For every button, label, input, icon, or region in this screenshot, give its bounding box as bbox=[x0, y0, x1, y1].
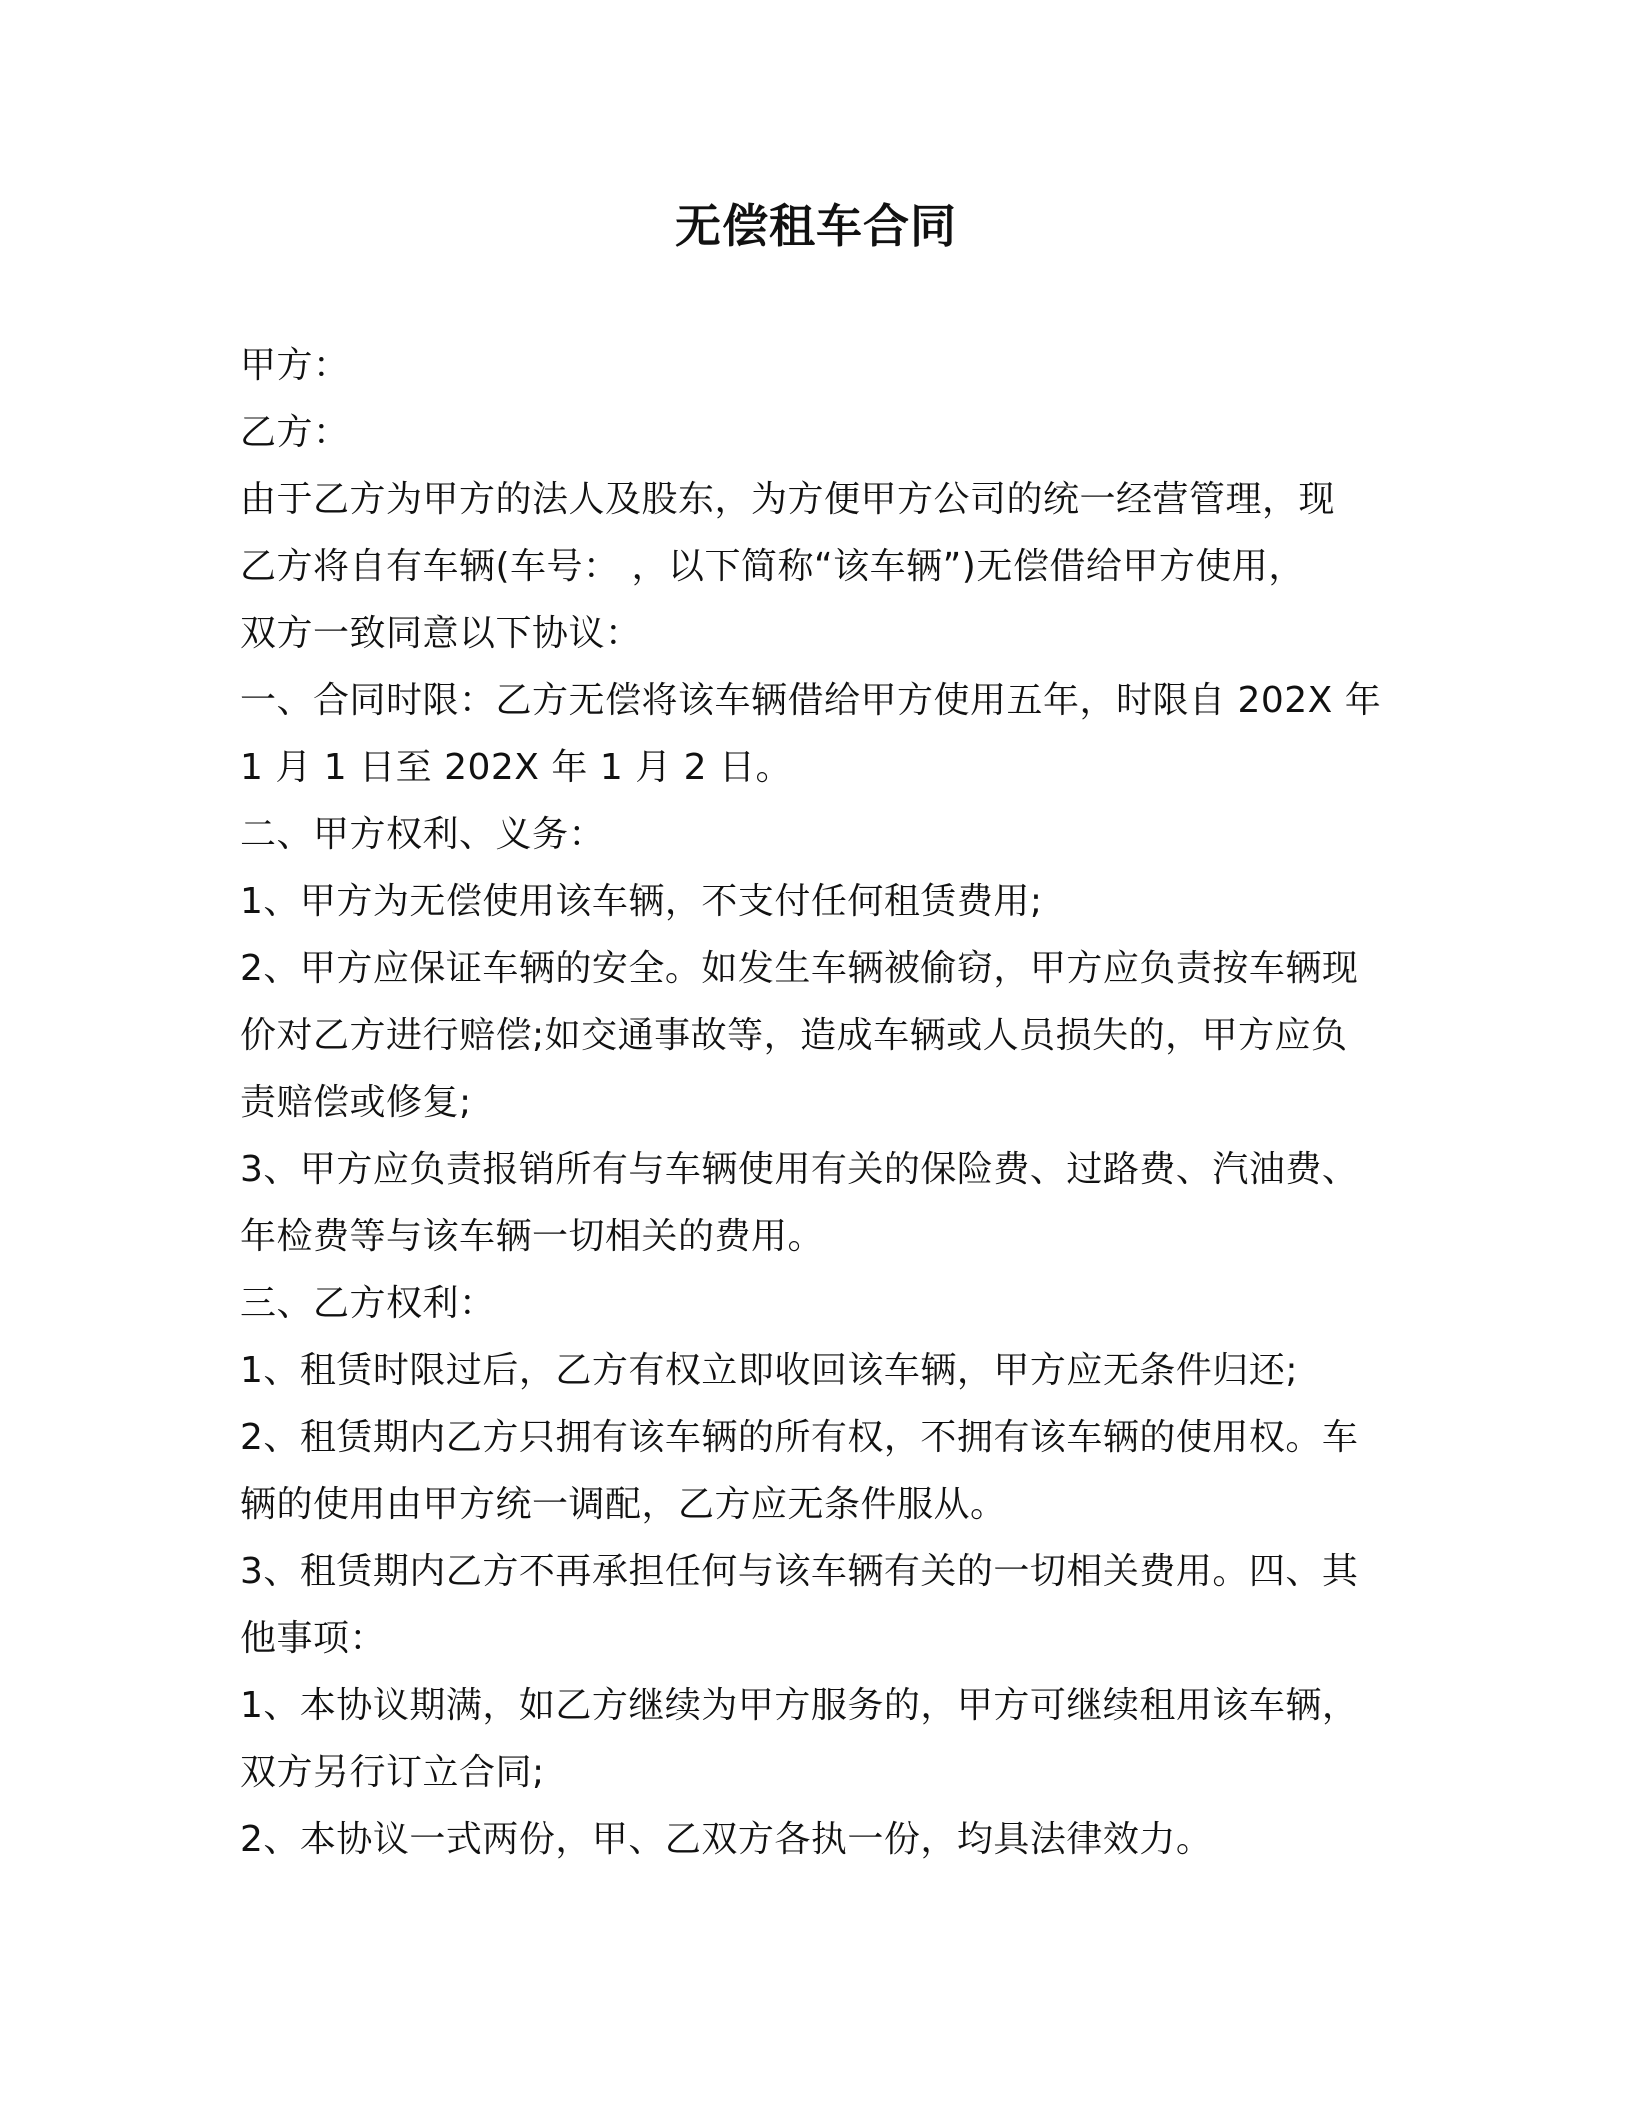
clause-line: 2、租赁期内乙方只拥有该车辆的所有权，不拥有该车辆的使用权。车 bbox=[240, 1417, 1359, 1458]
party-a-line: 甲方： bbox=[240, 345, 350, 386]
section-heading: 二、甲方权利、义务： bbox=[240, 814, 606, 855]
clause-term-line: 一、合同时限：乙方无偿将该车辆借给甲方使用五年，时限自 202X 年 bbox=[240, 680, 1382, 721]
clause-line: 3、租赁期内乙方不再承担任何与该车辆有关的一切相关费用。四、其 bbox=[240, 1551, 1359, 1592]
party-b-line: 乙方： bbox=[240, 412, 350, 453]
clause-line: 3、甲方应负责报销所有与车辆使用有关的保险费、过路费、汽油费、 bbox=[240, 1149, 1359, 1190]
clause-line: 辆的使用由甲方统一调配，乙方应无条件服从。 bbox=[240, 1484, 1007, 1525]
preamble-line: 双方一致同意以下协议： bbox=[240, 613, 642, 654]
clause-line: 责赔偿或修复; bbox=[240, 1082, 472, 1123]
preamble-line: 由于乙方为甲方的法人及股东，为方便甲方公司的统一经营管理，现 bbox=[240, 479, 1336, 520]
clause-line: 1、租赁时限过后，乙方有权立即收回该车辆，甲方应无条件归还; bbox=[240, 1350, 1299, 1391]
clause-line: 2、本协议一式两份，甲、乙双方各执一份，均具法律效力。 bbox=[240, 1819, 1213, 1860]
clause-line: 双方另行订立合同; bbox=[240, 1752, 545, 1793]
section-heading: 他事项： bbox=[240, 1618, 387, 1659]
clause-term-line: 1 月 1 日至 202X 年 1 月 2 日。 bbox=[240, 747, 792, 788]
clause-line: 1、甲方为无偿使用该车辆，不支付任何租赁费用; bbox=[240, 881, 1043, 922]
preamble-line: 乙方将自有车辆(车号： ，以下简称“该车辆”)无偿借给甲方使用， bbox=[240, 546, 1305, 587]
document-body bbox=[240, 332, 1415, 1873]
clause-line: 年检费等与该车辆一切相关的费用。 bbox=[240, 1216, 825, 1257]
clause-line: 1、本协议期满，如乙方继续为甲方服务的，甲方可继续租用该车辆， bbox=[240, 1685, 1359, 1726]
document-title: 无偿租车合同 bbox=[675, 199, 957, 253]
clause-line: 价对乙方进行赔偿;如交通事故等，造成车辆或人员损失的，甲方应负 bbox=[240, 1015, 1348, 1056]
clause-line: 2、甲方应保证车辆的安全。如发生车辆被偷窃，甲方应负责按车辆现 bbox=[240, 948, 1359, 989]
section-heading: 三、乙方权利： bbox=[240, 1283, 496, 1324]
